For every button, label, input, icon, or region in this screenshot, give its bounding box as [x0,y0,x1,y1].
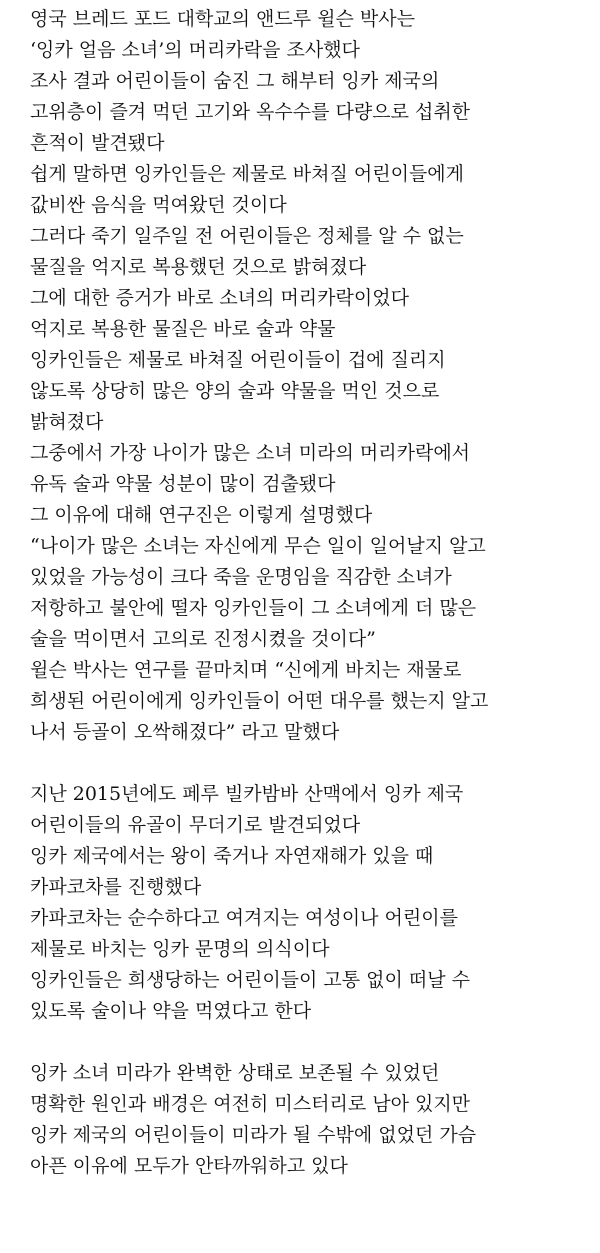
text-line: 잉카인들은 희생당하는 어린이들이 고통 없이 떠날 수 [30,969,471,991]
text-line: 잉카 제국에서는 왕이 죽거나 자연재해가 있을 때 [30,845,434,867]
text-line: 있도록 술이나 약을 먹였다고 한다 [30,1000,312,1022]
text-line: 그 이유에 대해 연구진은 이렇게 설명했다 [30,504,373,526]
text-line: 조사 결과 어린이들이 숨진 그 해부터 잉카 제국의 [30,70,440,92]
text-line: 물질을 억지로 복용했던 것으로 밝혀졌다 [30,256,367,278]
text-line: 제물로 바치는 잉카 문명의 의식이다 [30,938,330,960]
paragraph-gap [30,1027,596,1058]
text-line: 나서 등골이 오싹해졌다” 라고 말했다 [30,721,340,743]
text-line: 명확한 원인과 배경은 여전히 미스터리로 남아 있지만 [30,1093,471,1115]
text-line: 흔적이 발견됐다 [30,132,165,154]
text-line: ‘잉카 얼음 소녀’의 머리카락을 조사했다 [30,39,360,61]
text-line: 잉카 제국의 어린이들이 미라가 될 수밖에 없었던 가슴 [30,1124,477,1146]
text-line: “나이가 많은 소녀는 자신에게 무슨 일이 일어날지 알고 [30,535,486,557]
text-line: 그중에서 가장 나이가 많은 소녀 미라의 머리카락에서 [30,442,471,464]
text-line: 고위층이 즐겨 먹던 고기와 옥수수를 다량으로 섭취한 [30,101,471,123]
text-line: 잉카 소녀 미라가 완벽한 상태로 보존될 수 있었던 [30,1062,440,1084]
text-line: 희생된 어린이에게 잉카인들이 어떤 대우를 했는지 알고 [30,690,489,712]
paragraph [30,779,596,1027]
text-line: 저항하고 불안에 떨자 잉카인들이 그 소녀에게 더 많은 [30,597,477,619]
text-line: 아픈 이유에 모두가 안타까워하고 있다 [30,1155,348,1177]
text-line: 쉽게 말하면 잉카인들은 제물로 바쳐질 어린이들에게 [30,163,464,185]
text-line: 잉카인들은 제물로 바쳐질 어린이들이 겁에 질리지 [30,349,446,371]
text-line: 그에 대한 증거가 바로 소녀의 머리카락이었다 [30,287,409,309]
text-line: 어린이들의 유골이 무더기로 발견되었다 [30,814,361,836]
text-line: 않도록 상당히 많은 양의 술과 약물을 먹인 것으로 [30,380,440,402]
text-line: 지난 2015년에도 페루 빌카밤바 산맥에서 잉카 제국 [30,783,464,805]
text-line: 카파코차를 진행했다 [30,876,202,898]
text-line: 억지로 복용한 물질은 바로 술과 약물 [30,318,336,340]
text-line: 카파코차는 순수하다고 여겨지는 여성이나 어린이를 [30,907,458,929]
text-line: 유독 술과 약물 성분이 많이 검출됐다 [30,473,336,495]
text-line: 값비싼 음식을 먹여왔던 것이다 [30,194,287,216]
paragraph [30,1058,596,1182]
text-line: 그러다 죽기 일주일 전 어린이들은 정체를 알 수 없는 [30,225,464,247]
paragraph-gap [30,748,596,779]
text-line: 술을 먹이면서 고의로 진정시켰을 것이다” [30,628,376,650]
paragraph [30,4,596,748]
article-body [30,4,596,1182]
text-line: 영국 브레드 포드 대학교의 앤드루 윌슨 박사는 [30,8,415,30]
text-line: 있었을 가능성이 크다 죽을 운명임을 직감한 소녀가 [30,566,452,588]
text-line: 윌슨 박사는 연구를 끝마치며 “신에게 바치는 재물로 [30,659,462,681]
text-line: 밝혀졌다 [30,411,104,433]
